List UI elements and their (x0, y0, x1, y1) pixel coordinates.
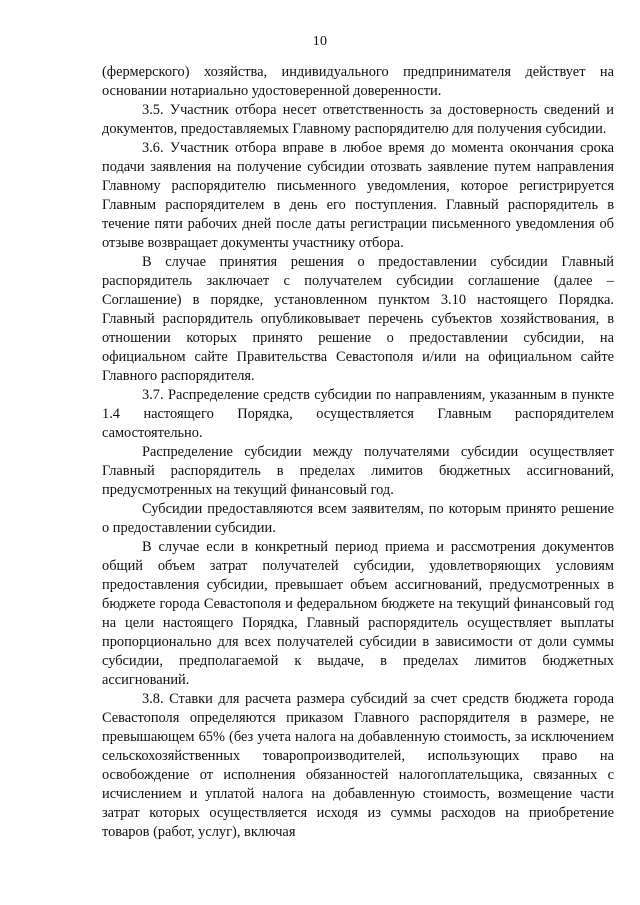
page-number: 10 (312, 34, 328, 49)
paragraph-3-6: 3.6. Участник отбора вправе в любое время до момента окончания срока подачи заявления на получение субсидии отозвать заявление путем направления Главному распорядителю письменного уведомления, которое регистрируется Главным распорядителем в день его поступления. Главный распорядитель в течение пяти рабочих дней после даты регистрации письменного уведомления об отзыве возвращает документы участнику отбора. (102, 140, 614, 251)
paragraph-3-8: 3.8. Ставки для расчета размера субсидий за счет средств бюджета города Севастополя определяются приказом Главного распорядителя в размере, не превышающем 65% (без учета налога на добавленную стоимость, за исключением сельскохозяйственных товаропроизводителей, использующих право на освобождение от исполнения обязанностей налогоплательщика, связанных с исчислением и уплатой налога на добавленную стоимость, возмещение части затрат которых осуществляется исходя из суммы расходов на приобретение товаров (работ, услуг), включая (102, 691, 614, 840)
paragraph-proportional-payments: В случае если в конкретный период приема и рассмотрения документов общий объем затрат получателей субсидии, удовлетворяющих условиям предоставления субсидии, превышает объем ассигнований, предусмотренных в бюджете города Севастополя и федеральном бюджете на текущий финансовый год на цели настоящего Порядка, Главный распорядитель осуществляет выплаты пропорционально для всех получателей субсидии в зависимости от доли суммы субсидии, предполагаемой к выдаче, в пределах лимитов бюджетных ассигнований. (102, 539, 614, 688)
paragraph-3-7: 3.7. Распределение средств субсидии по направлениям, указанным в пункте 1.4 настоящего Порядка, осуществляется Главным распорядителем самостоятельно. (102, 387, 614, 441)
paragraph-continuation: (фермерского) хозяйства, индивидуального предпринимателя действует на основании нотариально удостоверенной доверенности. (102, 64, 614, 99)
paragraph-distribution: Распределение субсидии между получателями субсидии осуществляет Главный распорядитель в пределах лимитов бюджетных ассигнований, предусмотренных на текущий финансовый год. (102, 444, 614, 498)
paragraph-agreement: В случае принятия решения о предоставлении субсидии Главный распорядитель заключает с получателем субсидии соглашение (далее – Соглашение) в порядке, установленном пунктом 3.10 настоящего Порядка. Главный распорядитель опубликовывает перечень субъектов хозяйствования, в отношении которых принято решение о предоставлении субсидии, на официальном сайте Правительства Севастополя и/или на официальном сайте Главного распорядителя. (102, 254, 614, 384)
paragraph-3-5: 3.5. Участник отбора несет ответственность за достоверность сведений и документов, предоставляемых Главному распорядителю для получения субсидии. (102, 102, 614, 137)
document-body (102, 63, 614, 842)
paragraph-subsidies-granted: Субсидии предоставляются всем заявителям, по которым принято решение о предоставлении субсидии. (102, 501, 614, 536)
